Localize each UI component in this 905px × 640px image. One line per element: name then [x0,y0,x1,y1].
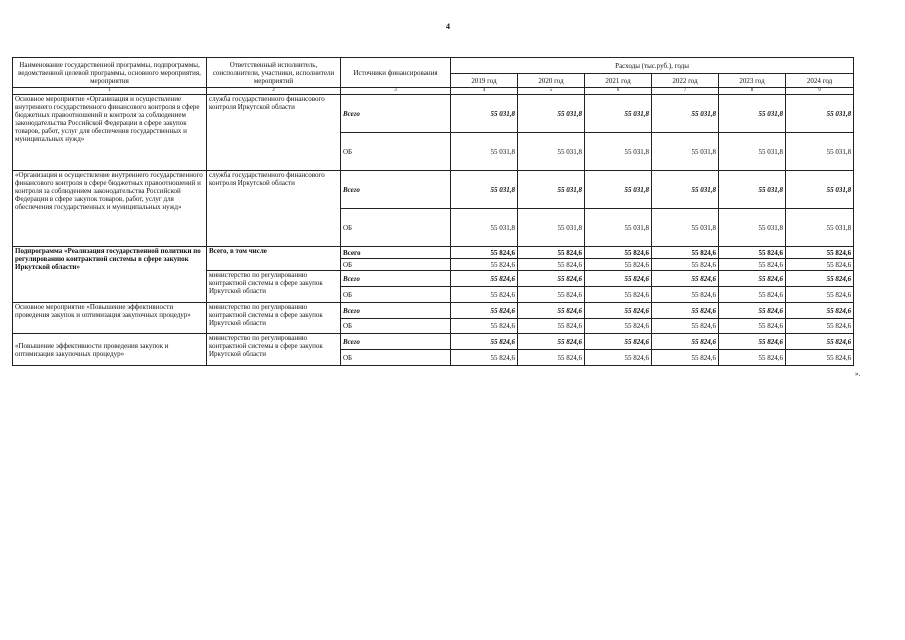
value-cell: 55 031,8 [451,133,518,171]
value-cell: 55 824,6 [451,334,518,350]
value-cell: 55 824,6 [786,334,854,350]
header-source-column: Источники финансирования [341,58,451,88]
value-cell: 55 824,6 [585,350,652,366]
value-cell: 55 824,6 [585,287,652,303]
value-cell: 55 824,6 [652,319,719,334]
column-index-row [13,88,854,95]
column-index: 9 [786,88,854,95]
value-cell: 55 031,8 [451,209,518,247]
column-index: 3 [341,88,451,95]
value-cell: 55 031,8 [518,209,585,247]
column-index: 7 [652,88,719,95]
value-cell: 55 824,6 [518,247,585,259]
value-cell: 55 824,6 [652,350,719,366]
table-row [13,171,854,209]
value-cell: 55 824,6 [585,319,652,334]
table-row [13,95,854,133]
value-cell: 55 824,6 [451,319,518,334]
executor: служба государственного финансового контроля Иркутской области [207,95,341,171]
value-cell: 55 824,6 [518,271,585,287]
value-cell: 55 824,6 [518,334,585,350]
source-cell: ОБ [341,350,451,366]
executor-total: Всего, в том числе [207,247,341,271]
source-cell: ОБ [341,209,451,247]
value-cell: 55 824,6 [719,319,786,334]
value-cell: 55 824,6 [652,287,719,303]
value-cell: 55 031,8 [652,171,719,209]
value-cell: 55 824,6 [652,334,719,350]
value-cell: 55 031,8 [585,133,652,171]
page-number: 4 [446,22,450,31]
value-cell: 55 031,8 [719,133,786,171]
executor: служба государственного финансового контроля Иркутской области [207,171,341,247]
value-cell: 55 031,8 [451,95,518,133]
source-cell: ОБ [341,287,451,303]
value-cell: 55 824,6 [451,303,518,319]
value-cell: 55 824,6 [518,287,585,303]
value-cell: 55 824,6 [451,350,518,366]
value-cell: 55 824,6 [786,350,854,366]
expenses-table [12,57,854,366]
value-cell: 55 031,8 [652,209,719,247]
value-cell: 55 031,8 [518,171,585,209]
column-index: 5 [518,88,585,95]
activity-name: Основное мероприятие «Повышение эффективности проведения закупок и оптимизация закупочных процедур» [13,303,207,334]
value-cell: 55 824,6 [585,271,652,287]
value-cell: 55 824,6 [786,247,854,259]
value-cell: 55 031,8 [451,171,518,209]
value-cell: 55 824,6 [786,287,854,303]
value-cell: 55 031,8 [652,133,719,171]
value-cell: 55 824,6 [518,303,585,319]
value-cell: 55 824,6 [786,271,854,287]
value-cell: 55 031,8 [786,95,854,133]
value-cell: 55 031,8 [786,133,854,171]
value-cell: 55 824,6 [719,334,786,350]
value-cell: 55 824,6 [719,287,786,303]
value-cell: 55 031,8 [719,209,786,247]
column-index: 6 [585,88,652,95]
header-expenses: Расходы (тыс.руб.), годы [451,58,854,74]
table-row [13,303,854,319]
header-year: 2023 год [719,74,786,88]
source-cell: ОБ [341,133,451,171]
value-cell: 55 031,8 [652,95,719,133]
value-cell: 55 031,8 [786,209,854,247]
column-index: 4 [451,88,518,95]
table-row [13,334,854,350]
value-cell: 55 031,8 [585,171,652,209]
value-cell: 55 824,6 [518,319,585,334]
value-cell: 55 031,8 [518,133,585,171]
value-cell: 55 824,6 [786,319,854,334]
value-cell: 55 824,6 [786,259,854,271]
header-executor-column: Ответственный исполнитель, соисполнители, участники, исполнители мероприятий [207,58,341,88]
value-cell: 55 031,8 [518,95,585,133]
value-cell: 55 824,6 [652,247,719,259]
source-cell: ОБ [341,259,451,271]
value-cell: 55 824,6 [585,303,652,319]
value-cell: 55 824,6 [719,350,786,366]
header-year: 2020 год [518,74,585,88]
value-cell: 55 824,6 [518,259,585,271]
source-cell: Всего [341,171,451,209]
value-cell: 55 824,6 [451,259,518,271]
source-cell: Всего [341,334,451,350]
value-cell: 55 824,6 [451,271,518,287]
value-cell: 55 824,6 [585,334,652,350]
value-cell: 55 824,6 [719,303,786,319]
value-cell: 55 824,6 [518,350,585,366]
closing-quote-mark: ». [855,370,861,378]
value-cell: 55 824,6 [719,259,786,271]
source-cell: Всего [341,271,451,287]
value-cell: 55 824,6 [719,247,786,259]
executor: министерство по регулированию контрактной системы в сфере закупок Иркутской области [207,271,341,303]
value-cell: 55 824,6 [585,247,652,259]
value-cell: 55 824,6 [652,271,719,287]
value-cell: 55 031,8 [786,171,854,209]
source-cell: Всего [341,303,451,319]
value-cell: 55 031,8 [585,95,652,133]
subprogram-name: Подпрограмма «Реализация государственной политики по регулированию контрактной системы в сфере закупок Иркутской области» [13,247,207,303]
expenses-table-wrapper [12,57,853,366]
value-cell: 55 031,8 [585,209,652,247]
value-cell: 55 824,6 [719,271,786,287]
source-cell: Всего [341,247,451,259]
column-index: 1 [13,88,207,95]
value-cell: 55 824,6 [652,303,719,319]
column-index: 8 [719,88,786,95]
value-cell: 55 824,6 [786,303,854,319]
activity-name: «Организация и осуществление внутреннего государственного финансового контроля в сфере бюджетных правоотношений и контроля за соблюдением законодательства Российской Федерации в сфере закупок товаров, работ, услуг для обеспечения государственных и муниципальных нужд» [13,171,207,247]
activity-name: «Повышение эффективности проведения закупок и оптимизация закупочных процедур» [13,334,207,366]
header-year: 2021 год [585,74,652,88]
header-year: 2022 год [652,74,719,88]
activity-name: Основное мероприятие «Организация и осуществление внутреннего государственного финансового контроля в сфере бюджетных правоотношений и контроля за соблюдением законодательства Российской Федерации в сфере закупок товаров, работ, услуг для обеспечения государственных и муниципальных нужд» [13,95,207,171]
source-cell: Всего [341,95,451,133]
header-year: 2019 год [451,74,518,88]
executor: министерство по регулированию контрактной системы в сфере закупок Иркутской области [207,334,341,366]
source-cell: ОБ [341,319,451,334]
header-name-column: Наименование государственной программы, подпрограммы, ведомственной целевой программы, основного мероприятия, мероприятия [13,58,207,88]
column-index: 2 [207,88,341,95]
value-cell: 55 031,8 [719,95,786,133]
executor: министерство по регулированию контрактной системы в сфере закупок Иркутской области [207,303,341,334]
header-year: 2024 год [786,74,854,88]
table-row [13,247,854,259]
value-cell: 55 824,6 [451,287,518,303]
value-cell: 55 031,8 [719,171,786,209]
value-cell: 55 824,6 [652,259,719,271]
value-cell: 55 824,6 [451,247,518,259]
value-cell: 55 824,6 [585,259,652,271]
